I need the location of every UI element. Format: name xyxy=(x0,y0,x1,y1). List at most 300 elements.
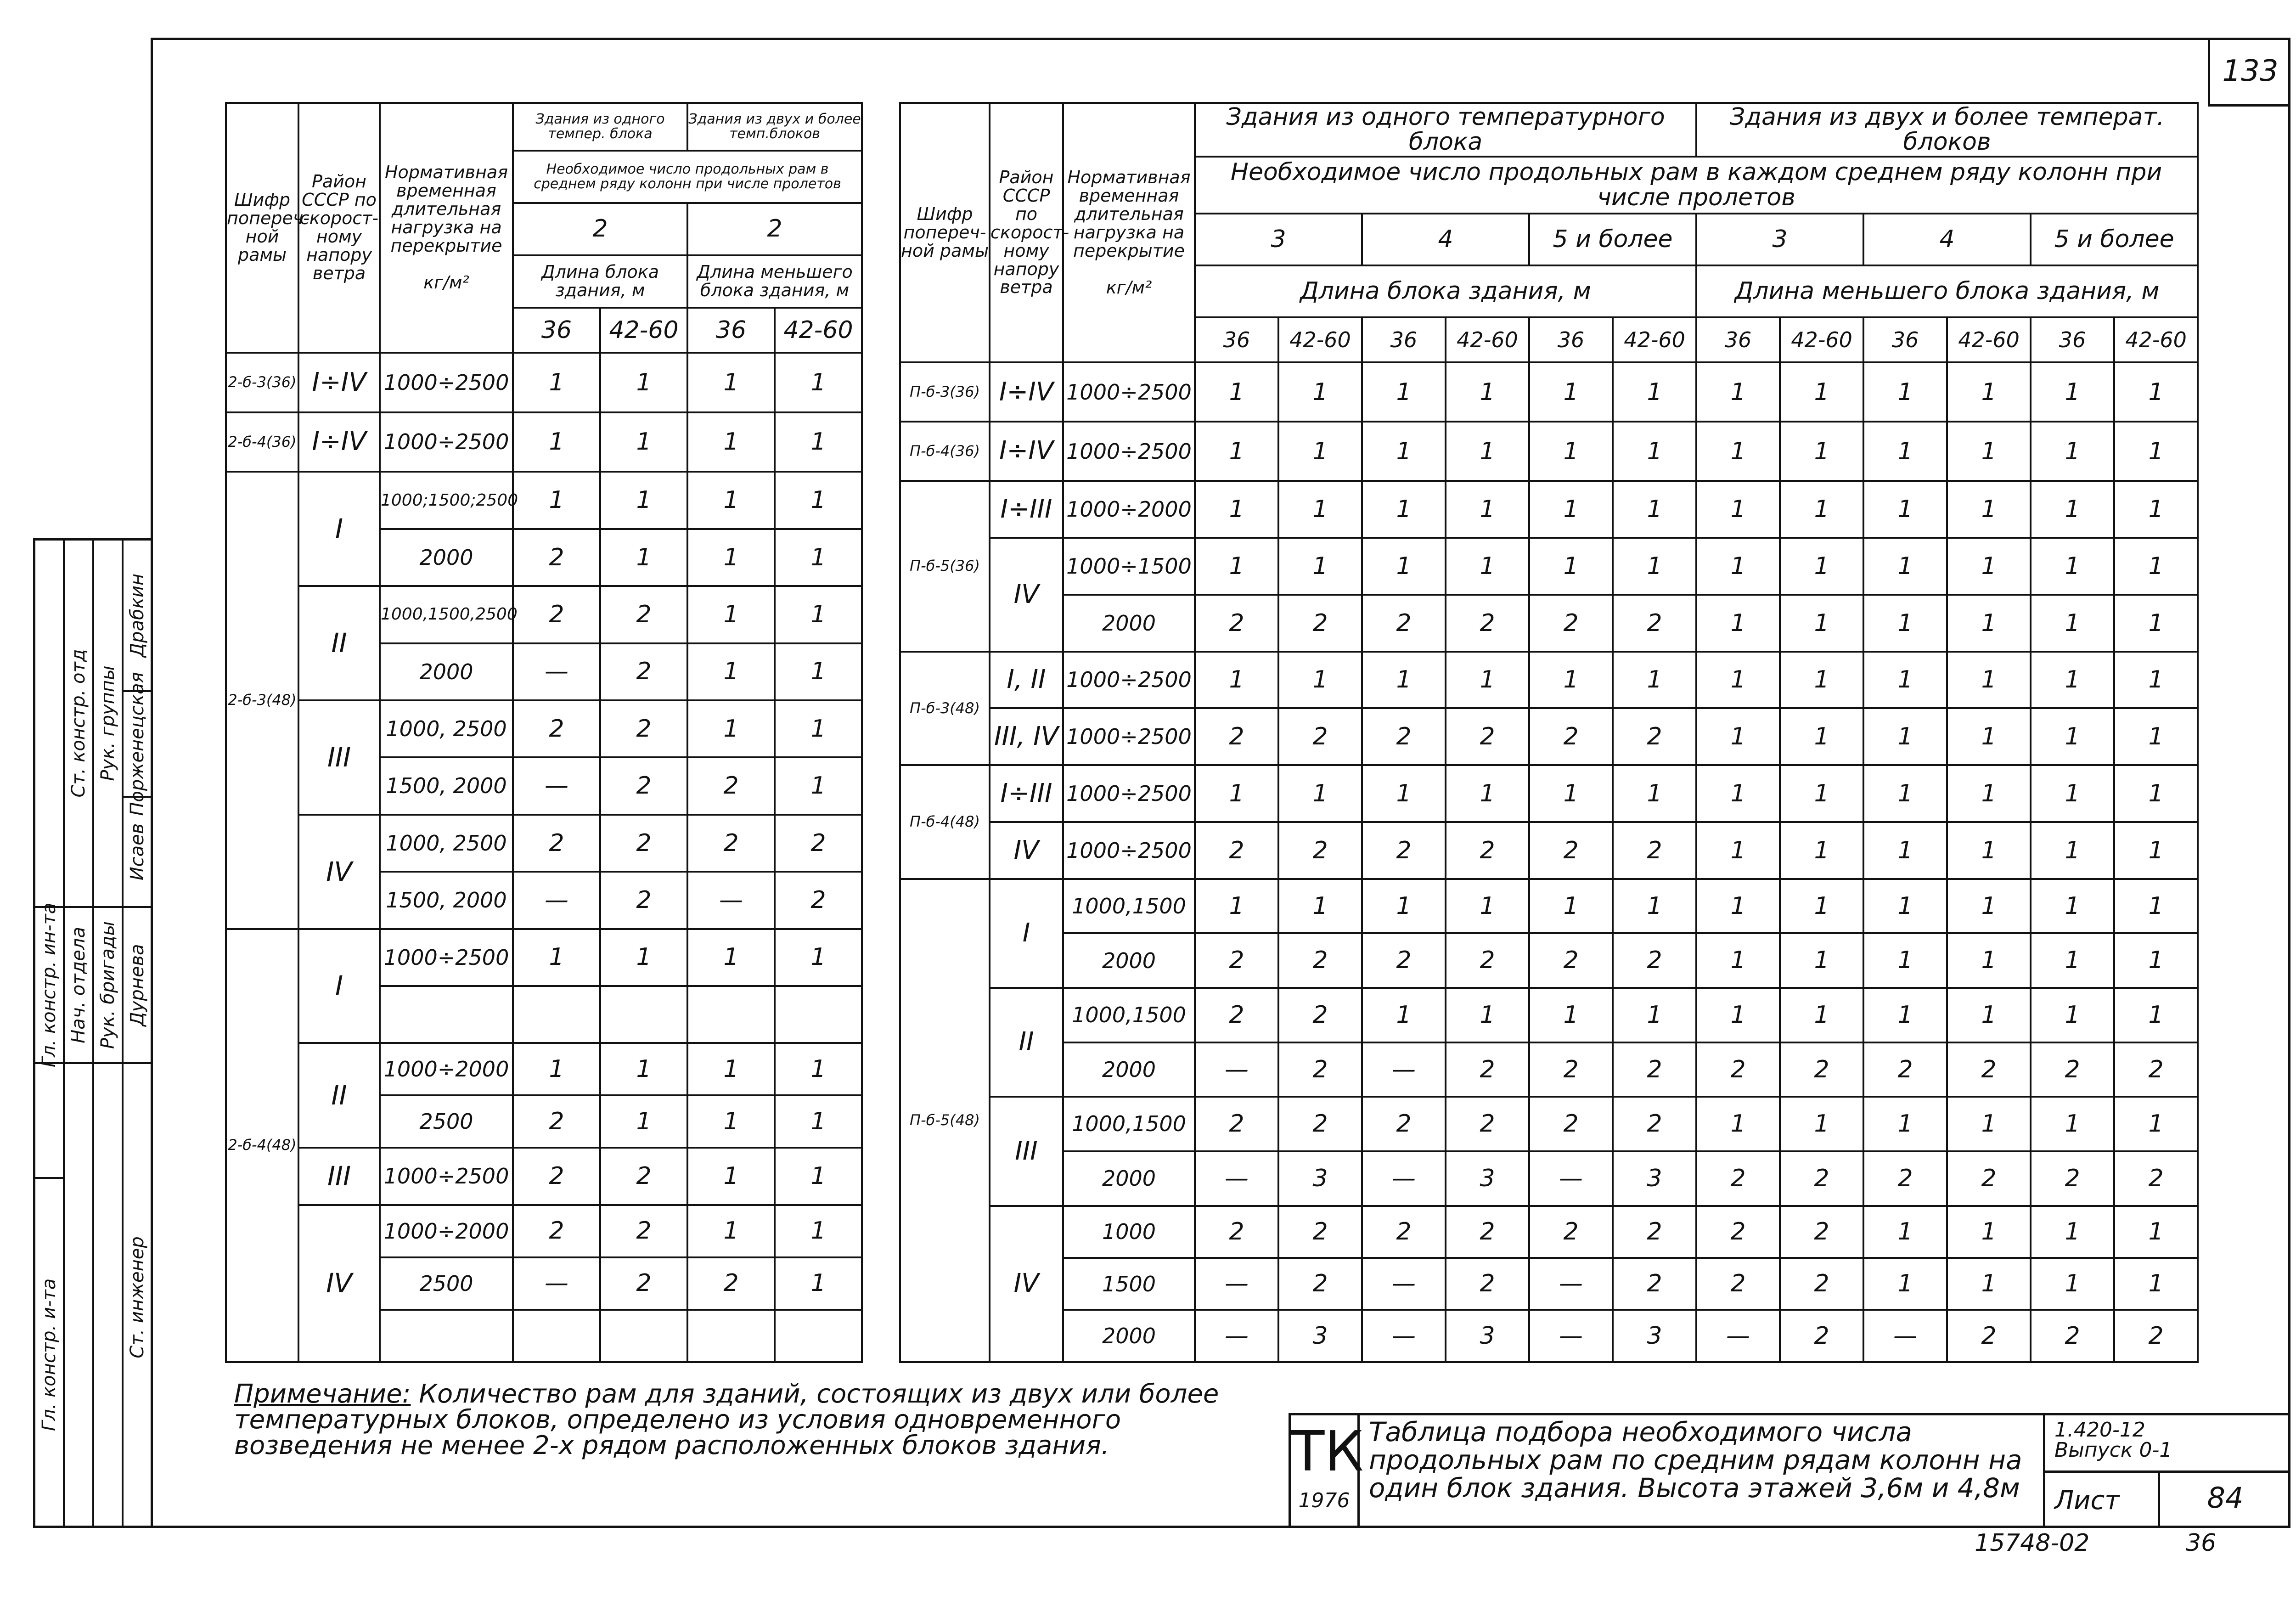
value-cell: 1 xyxy=(2031,708,2114,765)
value-cell: — xyxy=(513,872,600,929)
value-cell: 1 xyxy=(1696,822,1780,879)
value-cell: 1 xyxy=(775,643,862,700)
value-cell: 2 xyxy=(1529,933,1613,988)
value-cell: 1 xyxy=(775,412,862,472)
value-cell: 1 xyxy=(2114,1097,2198,1151)
frame-code: П-б-5(36) xyxy=(900,481,990,651)
value-cell: 1 xyxy=(1362,765,1446,822)
header-sub: 36 xyxy=(687,308,775,353)
value-cell: 1 xyxy=(2031,879,2114,934)
load-cell: 1000÷2500 xyxy=(1063,765,1195,822)
value-cell: 1 xyxy=(1446,481,1529,538)
tk-year: 1976 xyxy=(1298,1489,1350,1512)
value-cell: 1 xyxy=(1613,538,1696,595)
value-cell: 3 xyxy=(1446,1151,1529,1206)
title-block xyxy=(1289,1413,2290,1528)
value-cell: 2 xyxy=(1195,988,1278,1042)
load-cell: 2000 xyxy=(1063,1042,1195,1097)
value-cell: 1 xyxy=(687,412,775,472)
value-cell: 2 xyxy=(2114,1151,2198,1206)
frame-code: П-б-4(36) xyxy=(900,422,990,481)
value-cell: 1 xyxy=(2114,595,2198,652)
value-cell: 2 xyxy=(1362,1206,1446,1258)
side-empty xyxy=(65,1064,92,1530)
value-cell xyxy=(775,1310,862,1362)
header-length: Длина меньшего блока здания, м xyxy=(1696,265,2198,317)
header-length: Длина блока здания, м xyxy=(1195,265,1696,317)
value-cell: 2 xyxy=(687,815,775,872)
value-cell: 2 xyxy=(775,872,862,929)
header-spans: 3 xyxy=(1195,214,1362,265)
value-cell: 2 xyxy=(1278,595,1362,652)
value-cell: 2 xyxy=(1446,933,1529,988)
value-cell: 2 xyxy=(1446,1042,1529,1097)
value-cell: 1 xyxy=(1947,822,2031,879)
value-cell: 2 xyxy=(600,1205,687,1257)
value-cell: 1 xyxy=(1278,362,1362,422)
value-cell: 1 xyxy=(513,472,600,529)
value-cell: 2 xyxy=(1278,933,1362,988)
value-cell: 2 xyxy=(1446,595,1529,652)
value-cell: 1 xyxy=(2114,708,2198,765)
value-cell: 1 xyxy=(775,757,862,814)
value-cell: 2 xyxy=(513,529,600,586)
value-cell: 2 xyxy=(1362,822,1446,879)
value-cell: 1 xyxy=(1780,933,1863,988)
value-cell: 2 xyxy=(1195,822,1278,879)
value-cell: 2 xyxy=(600,757,687,814)
value-cell: 1 xyxy=(2114,765,2198,822)
load-cell xyxy=(380,1310,513,1362)
value-cell: 1 xyxy=(1863,765,1947,822)
value-cell: 2 xyxy=(600,1148,687,1205)
value-cell: 1 xyxy=(1446,879,1529,934)
header-group-two: Здания из двух и более температ. блоков xyxy=(1696,103,2198,157)
value-cell: 2 xyxy=(1529,708,1613,765)
load-cell: 2000 xyxy=(1063,933,1195,988)
load-cell: 1500 xyxy=(1063,1258,1195,1310)
load-cell: 1000,1500 xyxy=(1063,879,1195,934)
value-cell: — xyxy=(1195,1151,1278,1206)
header-sub: 36 xyxy=(1362,317,1446,362)
header-sub: 42-60 xyxy=(1446,317,1529,362)
value-cell: 1 xyxy=(1362,652,1446,709)
value-cell: 1 xyxy=(1696,879,1780,934)
frame-code: П-б-3(48) xyxy=(900,652,990,766)
header-region: Район СССР по скорост-ному напору ветра xyxy=(298,103,380,353)
value-cell: 1 xyxy=(1696,765,1780,822)
load-cell: 1000,1500 xyxy=(1063,988,1195,1042)
side-empty xyxy=(35,1064,63,1179)
value-cell: 2 xyxy=(513,1148,600,1205)
value-cell: 1 xyxy=(1780,1097,1863,1151)
value-cell: 1 xyxy=(2031,988,2114,1042)
value-cell: 1 xyxy=(1613,362,1696,422)
value-cell: 1 xyxy=(2031,422,2114,481)
series-number: 1.420-12 xyxy=(2054,1418,2145,1442)
value-cell: 2 xyxy=(1863,1042,1947,1097)
value-cell: 2 xyxy=(1613,1097,1696,1151)
value-cell: 1 xyxy=(1947,933,2031,988)
value-cell: 3 xyxy=(1278,1151,1362,1206)
value-cell: 1 xyxy=(687,643,775,700)
value-cell: 1 xyxy=(1863,652,1947,709)
left-table xyxy=(225,102,863,1363)
value-cell: 2 xyxy=(1696,1151,1780,1206)
value-cell: 2 xyxy=(1195,1206,1278,1258)
value-cell: 1 xyxy=(1947,1097,2031,1151)
value-cell: 1 xyxy=(1195,362,1278,422)
header-spans: 3 xyxy=(1696,214,1863,265)
load-cell: 1000÷2000 xyxy=(380,1205,513,1257)
value-cell: 1 xyxy=(1446,765,1529,822)
header-spans: 4 xyxy=(1362,214,1529,265)
wind-region: I xyxy=(298,929,380,1043)
value-cell: 1 xyxy=(775,1095,862,1148)
frame-code: 2-б-4(48) xyxy=(226,929,298,1363)
header-sub: 36 xyxy=(1195,317,1278,362)
value-cell: — xyxy=(513,757,600,814)
wind-region: II xyxy=(298,1043,380,1148)
value-cell: 1 xyxy=(1947,422,2031,481)
value-cell: 1 xyxy=(1780,822,1863,879)
header-spans: 4 xyxy=(1863,214,2031,265)
value-cell: 1 xyxy=(1696,362,1780,422)
value-cell: 2 xyxy=(1362,595,1446,652)
value-cell: 1 xyxy=(775,929,862,986)
value-cell: 1 xyxy=(1446,538,1529,595)
value-cell: 1 xyxy=(2031,595,2114,652)
value-cell: 1 xyxy=(1780,481,1863,538)
wind-region: I÷IV xyxy=(990,362,1063,422)
value-cell: 2 xyxy=(1613,822,1696,879)
wind-region: III xyxy=(990,1097,1063,1206)
value-cell: 1 xyxy=(1947,988,2031,1042)
value-cell: 1 xyxy=(1696,933,1780,988)
load-cell: 1000÷2500 xyxy=(1063,822,1195,879)
value-cell: 1 xyxy=(2114,1258,2198,1310)
value-cell: 1 xyxy=(1863,822,1947,879)
value-cell: 1 xyxy=(1947,1206,2031,1258)
value-cell: — xyxy=(1696,1310,1780,1362)
value-cell: 2 xyxy=(1278,708,1362,765)
value-cell: 1 xyxy=(513,1043,600,1095)
value-cell: 1 xyxy=(775,1043,862,1095)
load-cell: 2500 xyxy=(380,1257,513,1310)
value-cell: 1 xyxy=(600,1095,687,1148)
value-cell: 1 xyxy=(1947,538,2031,595)
wind-region: III xyxy=(298,1148,380,1205)
value-cell: 1 xyxy=(1529,879,1613,934)
header-needed: Необходимое число продольных рам в каждом среднем ряду колонн при числе пролетов xyxy=(1195,157,2198,214)
header-load-unit: кг/м² xyxy=(423,272,469,293)
sheet-number: 133 xyxy=(2208,38,2290,107)
series-issue: Выпуск 0-1 xyxy=(2054,1438,2172,1462)
header-sub: 36 xyxy=(2031,317,2114,362)
value-cell: 1 xyxy=(1362,538,1446,595)
side-col-roles xyxy=(35,541,65,1526)
value-cell: 1 xyxy=(1780,595,1863,652)
value-cell: 2 xyxy=(1278,1258,1362,1310)
value-cell: 1 xyxy=(1780,988,1863,1042)
value-cell: 1 xyxy=(1696,422,1780,481)
load-cell: 1000÷1500 xyxy=(1063,538,1195,595)
value-cell: — xyxy=(1195,1042,1278,1097)
header-load xyxy=(380,103,513,353)
value-cell: 2 xyxy=(513,1095,600,1148)
value-cell: 1 xyxy=(1947,1258,2031,1310)
frame-code: 2-б-4(36) xyxy=(226,412,298,472)
side-cell: Порженецская xyxy=(124,692,151,798)
value-cell: 2 xyxy=(1278,822,1362,879)
value-cell: 2 xyxy=(2114,1042,2198,1097)
value-cell xyxy=(513,1310,600,1362)
frame-code: П-б-5(48) xyxy=(900,879,990,1362)
value-cell: 2 xyxy=(1446,708,1529,765)
value-cell: 2 xyxy=(1613,1206,1696,1258)
header-group-one: Здания из одного температурного блока xyxy=(1195,103,1696,157)
value-cell: 1 xyxy=(1362,879,1446,934)
wind-region: I÷IV xyxy=(990,422,1063,481)
value-cell: 1 xyxy=(1780,879,1863,934)
load-cell: 1500, 2000 xyxy=(380,757,513,814)
load-cell: 1000÷2000 xyxy=(380,1043,513,1095)
value-cell: 2 xyxy=(600,1257,687,1310)
list-number: 84 xyxy=(2158,1473,2290,1528)
load-cell: 1000÷2500 xyxy=(1063,422,1195,481)
value-cell: 1 xyxy=(2031,822,2114,879)
load-cell: 1000, 2500 xyxy=(380,815,513,872)
value-cell: 1 xyxy=(687,353,775,412)
value-cell: 2 xyxy=(1446,1206,1529,1258)
value-cell: 1 xyxy=(1863,879,1947,934)
value-cell xyxy=(600,986,687,1043)
header-sub: 42-60 xyxy=(1613,317,1696,362)
value-cell: 2 xyxy=(1278,1042,1362,1097)
value-cell: 1 xyxy=(600,472,687,529)
load-cell: 1000÷2500 xyxy=(380,412,513,472)
value-cell: 1 xyxy=(1696,988,1780,1042)
value-cell: 2 xyxy=(1947,1042,2031,1097)
value-cell: 1 xyxy=(1947,362,2031,422)
value-cell: 2 xyxy=(1613,708,1696,765)
load-cell: 2000 xyxy=(380,529,513,586)
value-cell: 1 xyxy=(1195,481,1278,538)
value-cell: 1 xyxy=(600,529,687,586)
wind-region: II xyxy=(298,586,380,700)
wind-region: I÷IV xyxy=(298,353,380,412)
side-cell: Гл. констр. и-та xyxy=(39,1278,60,1431)
load-cell: 1000,1500 xyxy=(1063,1097,1195,1151)
side-col xyxy=(65,541,94,1526)
value-cell: 1 xyxy=(2031,1258,2114,1310)
value-cell: 1 xyxy=(1195,879,1278,934)
value-cell: 1 xyxy=(775,586,862,643)
value-cell: 1 xyxy=(2114,422,2198,481)
header-code: Шифр попереч-ной рамы xyxy=(226,103,298,353)
value-cell xyxy=(775,986,862,1043)
value-cell: 1 xyxy=(2114,1206,2198,1258)
value-cell: 2 xyxy=(1529,1097,1613,1151)
value-cell: 1 xyxy=(1863,481,1947,538)
value-cell: 1 xyxy=(1780,765,1863,822)
value-cell: 2 xyxy=(2114,1310,2198,1362)
header-length: Длина блока здания, м xyxy=(513,255,687,308)
value-cell: 1 xyxy=(1278,422,1362,481)
value-cell: 1 xyxy=(1696,708,1780,765)
value-cell: 1 xyxy=(687,1095,775,1148)
value-cell: 1 xyxy=(775,1148,862,1205)
side-cell: Нач. отдела xyxy=(65,908,92,1064)
value-cell: — xyxy=(1529,1151,1613,1206)
value-cell: 1 xyxy=(1863,1097,1947,1151)
value-cell: 1 xyxy=(1529,988,1613,1042)
value-cell: 2 xyxy=(600,815,687,872)
header-group-one: Здания из одного темпер. блока xyxy=(513,103,687,151)
value-cell: 1 xyxy=(1195,538,1278,595)
value-cell: — xyxy=(513,643,600,700)
list-label: Лист xyxy=(2054,1486,2120,1515)
wind-region: IV xyxy=(990,1206,1063,1362)
side-col-names xyxy=(124,541,153,1526)
frame-code: 2-б-3(36) xyxy=(226,353,298,412)
wind-region: I xyxy=(298,472,380,586)
frame-code: 2-б-3(48) xyxy=(226,472,298,929)
load-cell: 1000÷2500 xyxy=(1063,708,1195,765)
value-cell: 1 xyxy=(1529,538,1613,595)
wind-region: IV xyxy=(298,815,380,929)
header-sub: 36 xyxy=(1696,317,1780,362)
load-cell xyxy=(380,986,513,1043)
value-cell: 1 xyxy=(1863,933,1947,988)
value-cell: 2 xyxy=(687,1257,775,1310)
value-cell: — xyxy=(1529,1258,1613,1310)
value-cell: 1 xyxy=(2031,538,2114,595)
header-length: Длина меньшего блока здания, м xyxy=(687,255,862,308)
value-cell: 2 xyxy=(1195,933,1278,988)
value-cell: 2 xyxy=(1195,595,1278,652)
value-cell: 2 xyxy=(2031,1042,2114,1097)
value-cell: 2 xyxy=(1362,708,1446,765)
value-cell: 1 xyxy=(1362,481,1446,538)
value-cell: 1 xyxy=(1529,652,1613,709)
value-cell: 2 xyxy=(1529,1206,1613,1258)
value-cell: 2 xyxy=(513,815,600,872)
header-sub: 42-60 xyxy=(775,308,862,353)
value-cell: 1 xyxy=(1362,422,1446,481)
value-cell: 1 xyxy=(2114,988,2198,1042)
value-cell: 1 xyxy=(1947,481,2031,538)
value-cell xyxy=(600,1310,687,1362)
load-cell: 2500 xyxy=(380,1095,513,1148)
value-cell: 2 xyxy=(1696,1206,1780,1258)
load-cell: 1000, 2500 xyxy=(380,700,513,757)
value-cell xyxy=(687,1310,775,1362)
value-cell: 1 xyxy=(2114,538,2198,595)
value-cell: 1 xyxy=(1529,765,1613,822)
value-cell: 2 xyxy=(1613,1042,1696,1097)
value-cell: 1 xyxy=(1780,422,1863,481)
value-cell: 2 xyxy=(1278,988,1362,1042)
value-cell: 2 xyxy=(1780,1258,1863,1310)
list-box xyxy=(2043,1473,2288,1528)
header-code: Шифр попереч-ной рамы xyxy=(900,103,990,362)
value-cell: 1 xyxy=(1780,538,1863,595)
value-cell: 1 xyxy=(1696,595,1780,652)
value-cell: 1 xyxy=(1863,362,1947,422)
value-cell: — xyxy=(1362,1258,1446,1310)
value-cell: 1 xyxy=(1278,765,1362,822)
value-cell: 1 xyxy=(1613,481,1696,538)
header-needed: Необходимое число продольных рам в среднем ряду колонн при числе пролетов xyxy=(513,151,862,203)
side-empty xyxy=(35,541,63,908)
value-cell: 1 xyxy=(513,929,600,986)
value-cell: 1 xyxy=(1947,595,2031,652)
value-cell: 1 xyxy=(2031,1097,2114,1151)
value-cell: 2 xyxy=(1613,595,1696,652)
value-cell: 2 xyxy=(1613,933,1696,988)
value-cell: 1 xyxy=(1613,988,1696,1042)
load-cell: 1000,1500,2500 xyxy=(380,586,513,643)
tk-mark: ТК xyxy=(1291,1420,1364,1484)
value-cell: 2 xyxy=(1863,1151,1947,1206)
value-cell: 1 xyxy=(1863,538,1947,595)
header-spans: 2 xyxy=(687,203,862,255)
value-cell: 1 xyxy=(687,1148,775,1205)
wind-region: II xyxy=(990,988,1063,1097)
wind-region: III xyxy=(298,700,380,815)
load-cell: 1000÷2500 xyxy=(380,353,513,412)
value-cell: 2 xyxy=(513,586,600,643)
value-cell: 2 xyxy=(1446,1097,1529,1151)
value-cell: 1 xyxy=(775,1257,862,1310)
value-cell: 1 xyxy=(1195,422,1278,481)
value-cell: 1 xyxy=(775,700,862,757)
load-cell: 1000÷2500 xyxy=(380,929,513,986)
wind-region: IV xyxy=(298,1205,380,1362)
value-cell: 1 xyxy=(687,700,775,757)
right-table xyxy=(899,102,2199,1363)
value-cell: 1 xyxy=(600,412,687,472)
header-spans: 2 xyxy=(513,203,687,255)
value-cell: 1 xyxy=(1446,362,1529,422)
header-sub: 36 xyxy=(1529,317,1613,362)
value-cell: 1 xyxy=(1613,879,1696,934)
value-cell: 1 xyxy=(2031,933,2114,988)
side-stamp xyxy=(33,538,151,1528)
value-cell: 1 xyxy=(2031,765,2114,822)
value-cell: 2 xyxy=(600,586,687,643)
value-cell: 1 xyxy=(1696,481,1780,538)
footnote-label: Примечание: xyxy=(234,1379,411,1409)
value-cell: — xyxy=(687,872,775,929)
value-cell: — xyxy=(513,1257,600,1310)
value-cell: 1 xyxy=(1863,988,1947,1042)
value-cell: 2 xyxy=(1696,1258,1780,1310)
header-region: Район СССР по скорост-ному напору ветра xyxy=(990,103,1063,362)
value-cell: 1 xyxy=(1696,652,1780,709)
header-sub: 42-60 xyxy=(1278,317,1362,362)
side-cell: Рук. группы xyxy=(94,541,122,908)
value-cell: 1 xyxy=(1278,652,1362,709)
value-cell: 1 xyxy=(1863,1258,1947,1310)
value-cell: 1 xyxy=(1947,708,2031,765)
value-cell: 1 xyxy=(513,353,600,412)
side-cell: Рук. бригады xyxy=(94,908,122,1064)
value-cell: 1 xyxy=(1696,1097,1780,1151)
value-cell: 1 xyxy=(1446,988,1529,1042)
value-cell: 1 xyxy=(775,472,862,529)
